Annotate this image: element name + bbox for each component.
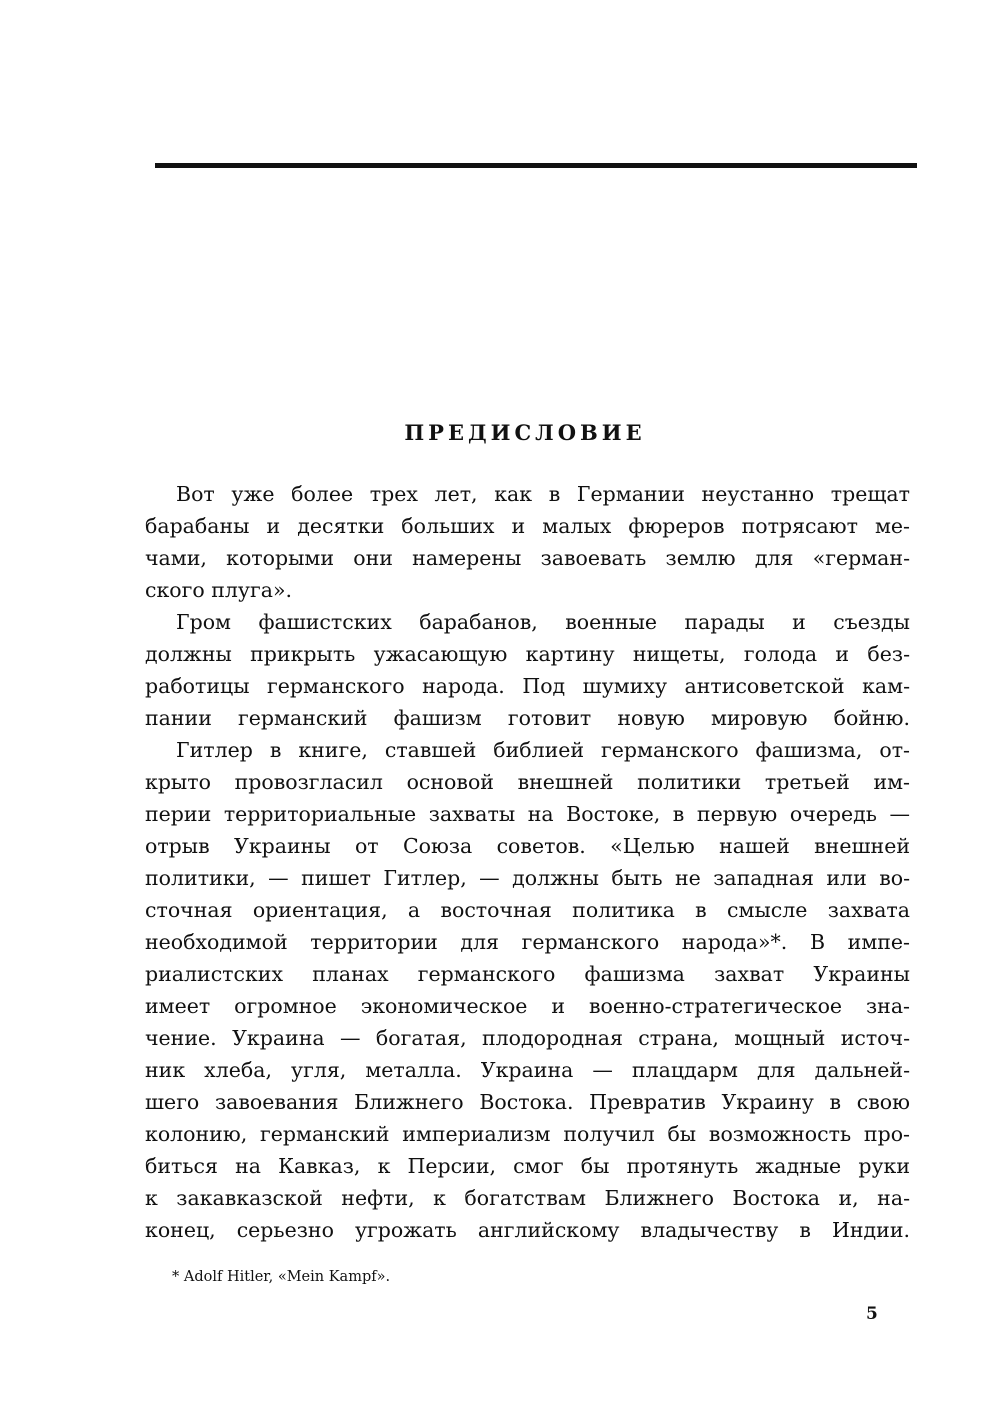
top-rule (155, 163, 917, 168)
text-line: к закавказской нефти, к богатствам Ближнего Востока и, на- (145, 1186, 910, 1210)
text-line: риалистских планах германского фашизма захват Украины (145, 962, 910, 986)
text-line: имеет огромное экономическое и военно-стратегическое зна- (145, 994, 910, 1018)
text-line: шего завоевания Ближнего Востока. Превратив Украину в свою (145, 1090, 910, 1114)
text-line: барабаны и десятки больших и малых фюреров потрясают ме- (145, 514, 910, 538)
text-line: чами, которыми они намерены завоевать землю для «герман- (145, 546, 910, 570)
text-line: Гром фашистских барабанов, военные парады и съезды (176, 610, 910, 634)
text-line: должны прикрыть ужасающую картину нищеты, голода и без- (145, 642, 910, 666)
footnote: * Adolf Hitler, «Mein Kampf». (172, 1269, 391, 1285)
text-line: работицы германского народа. Под шумиху антисоветской кам- (145, 674, 910, 698)
text-line: Вот уже более трех лет, как в Германии неустанно трещат (176, 482, 910, 506)
text-line: Гитлер в книге, ставшей библией германского фашизма, от- (176, 738, 910, 762)
text-line: конец, серьезно угрожать английскому владычеству в Индии. (145, 1218, 910, 1242)
text-line: ского плуга». (145, 578, 293, 602)
text-line: крыто провозгласил основой внешней политики третьей им- (145, 770, 910, 794)
text-line: колонию, германский империализм получил бы возможность про- (145, 1122, 910, 1146)
text-line: политики, — пишет Гитлер, — должны быть не западная или во- (145, 866, 910, 890)
page-title: ПРЕДИСЛОВИЕ (404, 420, 646, 445)
text-line: пании германский фашизм готовит новую мировую бойню. (145, 706, 910, 730)
preface-text (145, 478, 910, 1246)
text-line: биться на Кавказ, к Персии, смог бы протянуть жадные руки (145, 1154, 910, 1178)
text-line: необходимой территории для германского народа»*. В импе- (145, 930, 910, 954)
text-line: отрыв Украины от Союза советов. «Целью нашей внешней (145, 834, 910, 858)
text-line: сточная ориентация, а восточная политика в смысле захвата (145, 898, 910, 922)
text-line: чение. Украина — богатая, плодородная страна, мощный источ- (145, 1026, 910, 1050)
text-line: ник хлеба, угля, металла. Украина — плацдарм для дальней- (145, 1058, 910, 1082)
text-line: перии территориальные захваты на Востоке, в первую очередь — (145, 802, 910, 826)
page-number: 5 (866, 1304, 878, 1324)
